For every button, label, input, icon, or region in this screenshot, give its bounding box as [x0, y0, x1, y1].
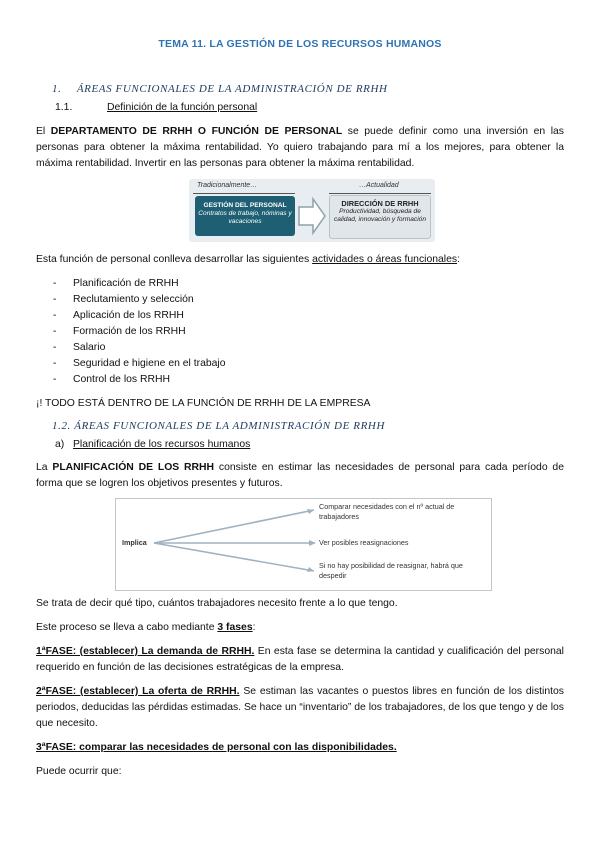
section-1-title: ÁREAS FUNCIONALES DE LA ADMINISTRACIÓN DE RRHH	[76, 83, 388, 95]
diagram-left-header: Tradicionalmente…	[197, 182, 258, 189]
branch-reassign: Ver posibles reasignaciones	[319, 538, 409, 547]
section-1-2-title: ÁREAS FUNCIONALES DE LA ADMINISTRACIÓN DE RRHH	[74, 420, 385, 432]
para5-bold: 3 fases	[217, 622, 253, 633]
activities-list	[53, 276, 226, 388]
closing-text: Puede ocurrir que:	[36, 766, 122, 777]
gestion-personal-title: GESTIÓN DEL PERSONAL	[203, 202, 287, 209]
para3-rest: consiste en estimar las necesidades de personal para cada período de forma que se logren los objetivos presentes y futuros.	[36, 462, 564, 489]
branch-compare: Comparar necesidades con el nº actual de trabajadores	[319, 502, 455, 521]
para2-underlined: actividades o áreas funcionales	[312, 254, 458, 265]
paragraph-definition	[36, 124, 564, 172]
diagram-implica	[115, 498, 492, 591]
page-title: TEMA 11. LA GESTIÓN DE LOS RECURSOS HUMANOS	[158, 38, 442, 50]
phase-2-paragraph	[36, 684, 564, 732]
list-item	[53, 372, 226, 388]
list-item	[53, 324, 226, 340]
list-item	[53, 276, 226, 292]
section-1-heading	[52, 83, 388, 95]
diagram-traditional-vs-current	[189, 179, 435, 242]
bullet-dash: -	[53, 310, 57, 321]
note-text: ¡! TODO ESTÁ DENTRO DE LA FUNCIÓN DE RRHH DE LA EMPRESA	[36, 398, 371, 409]
list-item-label: Salario	[73, 342, 106, 353]
phase-1-label: 1ªFASE: (establecer) La demanda de RRHH.	[36, 646, 255, 657]
gestion-personal-box	[195, 196, 295, 236]
para1-rest: se puede definir como una inversión en las personas para obtener la máxima rentabilidad. Yo quiero trabajando para mí a los mejores, para obtener la máxima rentabilidad. Invertir en las personas para obtener la máxima rentabilidad.	[36, 126, 564, 169]
bullet-dash: -	[53, 358, 57, 369]
para2-pre: Esta función de personal conlleva desarrollar las siguientes	[36, 254, 313, 265]
subsection-a-letter: a)	[55, 439, 65, 450]
para5-post: :	[252, 622, 256, 633]
para1-pre: El	[36, 126, 51, 137]
paragraph-planificacion	[36, 460, 564, 492]
section-1-2-number: 1.2.	[52, 420, 71, 432]
phase-3-label: 3ªFASE: comparar las necesidades de personal con las disponibilidades.	[36, 742, 397, 753]
list-item-label: Reclutamiento y selección	[73, 294, 194, 305]
bullet-dash: -	[53, 342, 57, 353]
phase-1-text: En esta fase se determina la cantidad y cualificación del personal requerido en función de las decisiones estratégicas de la empresa.	[36, 646, 564, 673]
gestion-personal-sub: Contratos de trabajo, nóminas y vacaciones	[198, 210, 292, 225]
list-item-label: Seguridad e higiene en el trabajo	[73, 358, 226, 369]
diagram-root-label: Implica	[122, 538, 147, 547]
paragraph-what-type: Se trata de decir qué tipo, cuántos trabajadores necesito frente a lo que tengo.	[36, 598, 398, 609]
para1-bold: DEPARTAMENTO DE RRHH O FUNCIÓN DE PERSONAL	[50, 126, 343, 137]
bullet-dash: -	[53, 374, 57, 385]
section-1-number: 1.	[52, 83, 62, 95]
bullet-dash: -	[53, 278, 57, 289]
list-item-label: Aplicación de los RRHH	[73, 310, 184, 321]
direccion-rrhh-title: DIRECCIÓN DE RRHH	[341, 199, 419, 208]
subsection-1-1-title: Definición de la función personal	[107, 102, 258, 113]
phase-2-text: Se estiman las vacantes o puestos libres en función de los distintos periodos, deducidas las pérdidas estimadas. Se hace un “inventario” de los trabajadores, de los que tengo y de los que necesito.	[36, 686, 564, 729]
paragraph-3-phases	[36, 620, 256, 636]
list-item	[53, 356, 226, 372]
right-arrow-icon	[297, 196, 327, 236]
list-item	[53, 308, 226, 324]
bullet-dash: -	[53, 326, 57, 337]
para3-bold: PLANIFICACIÓN DE LOS RRHH	[52, 462, 215, 473]
phase-2-label: 2ªFASE: (establecer) La oferta de RRHH.	[36, 686, 240, 697]
phase-1-paragraph	[36, 644, 564, 676]
direccion-rrhh-sub: Productividad, búsqueda de calidad, innovación y formación	[334, 208, 426, 223]
list-item	[53, 292, 226, 308]
list-item-label: Formación de los RRHH	[73, 326, 186, 337]
list-item-label: Control de los RRHH	[73, 374, 171, 385]
para3-pre: La	[36, 462, 53, 473]
para2-post: :	[457, 254, 460, 265]
diagram-right-header: …Actualidad	[359, 182, 399, 189]
list-item	[53, 340, 226, 356]
subsection-1-1	[55, 100, 72, 116]
subsection-1-1-number: 1.1.	[55, 102, 73, 113]
direccion-rrhh-box	[329, 195, 431, 239]
paragraph-activities-intro	[36, 252, 460, 268]
para5-pre: Este proceso se lleva a cabo mediante	[36, 622, 218, 633]
subsection-a-title: Planificación de los recursos humanos	[73, 439, 251, 450]
section-1-2-heading	[52, 420, 385, 432]
branch-dismiss: Si no hay posibilidad de reasignar, habrá que despedir	[319, 561, 463, 580]
bullet-dash: -	[53, 294, 57, 305]
list-item-label: Planificación de RRHH	[73, 278, 179, 289]
